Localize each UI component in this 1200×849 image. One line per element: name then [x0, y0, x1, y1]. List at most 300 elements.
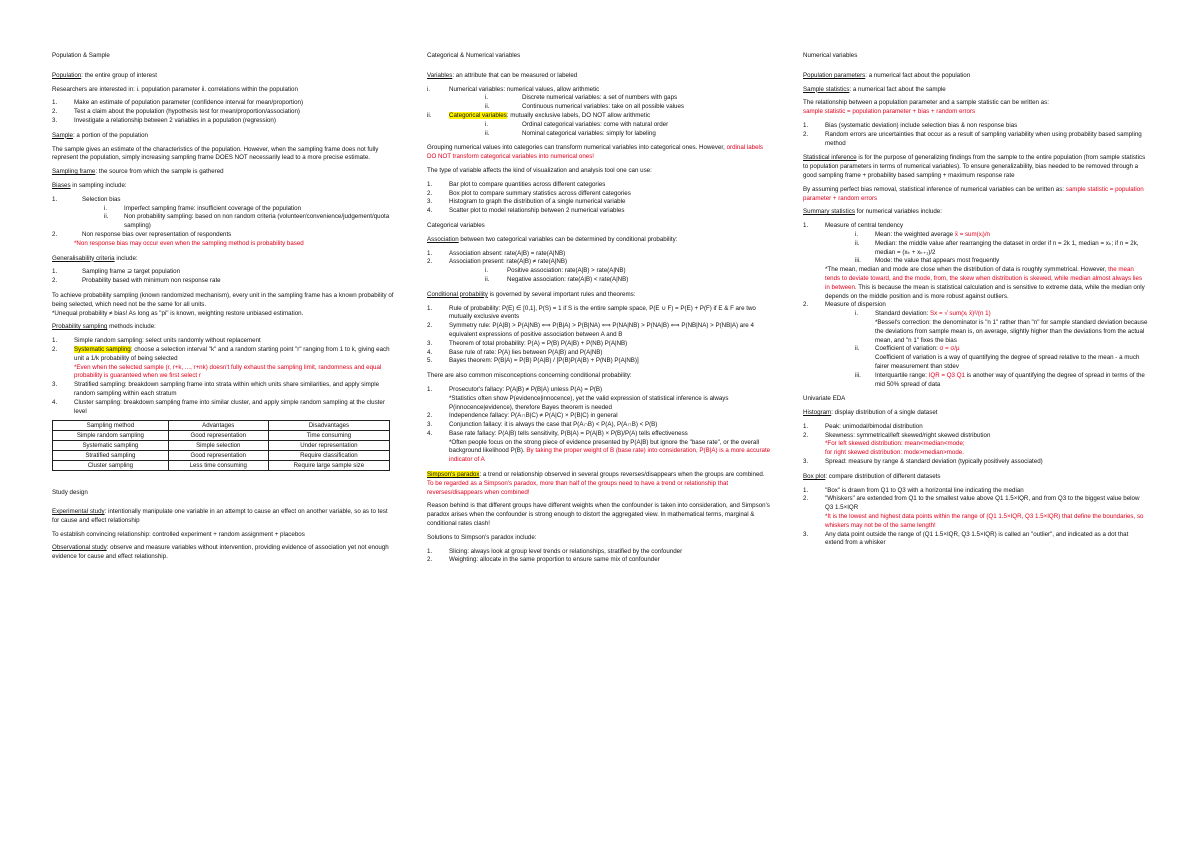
list-item [427, 181, 772, 190]
list-text: Prosecutor's fallacy: P(A|B) ≠ P(B|A) unless P(A) = P(B) [449, 385, 603, 393]
variables-def [427, 72, 772, 81]
list-text: Box plot to compare summary statistics across different categories [449, 189, 631, 197]
table-cell: Time consuming [268, 431, 389, 441]
sample-statistics-def [803, 86, 1148, 95]
sub-item [427, 276, 772, 285]
summary-list [803, 222, 1148, 389]
population-parameters-def [803, 72, 1148, 81]
table-row [53, 461, 390, 471]
list-number: 1. [427, 547, 433, 555]
sampling-methods-table [52, 420, 390, 471]
list-number: 2. [427, 556, 433, 564]
list-number: 1. [803, 422, 809, 430]
red-text: x̄ = sum(xᵢ)/n [954, 230, 990, 238]
red-text: By taking the proper weight of B (base rate) into consideration, P(B|A) is a more accurate indicator of A [449, 447, 771, 464]
red-text: sample statistic = population parameter + bias + random errors [803, 108, 976, 116]
list-text: Imperfect sampling frame: insufficient coverage of the population [124, 204, 302, 212]
table-cell: Simple random sampling [53, 431, 169, 441]
list-item [52, 117, 394, 126]
list-item [803, 495, 1148, 530]
biases-heading [52, 182, 394, 191]
list-number: ii. [855, 345, 860, 353]
list-text: Bayes theorem: P(B|A) = P(B) P(A|B) / [P(B)P(A|B) + P(NB) P(A|NB)] [449, 357, 639, 365]
definition: is governed by several important rules and theorems: [487, 290, 636, 298]
term: Histogram [803, 409, 832, 417]
experimental-def [52, 508, 394, 526]
definition: for numerical variables include: [854, 208, 942, 216]
viz-list [427, 181, 772, 216]
population-def [52, 72, 394, 81]
table-cell: Less time consuming [168, 461, 268, 471]
histogram-def [803, 409, 1148, 418]
definition: : a numerical fact about the sample [849, 85, 946, 93]
list-item [52, 196, 394, 205]
sample-def [52, 132, 394, 141]
list-text: Negative association: rate(A|B) < rate(A|NB) [507, 275, 629, 283]
red-text: for right skewed distribution: mode>median>mode. [825, 449, 964, 457]
list-text: Association present: rate(A|B) ≠ rate(A|NB) [449, 258, 568, 266]
list-number: 1. [427, 385, 433, 393]
red-text: Sx = √ sum(xᵢ x̄)²/(n 1) [930, 310, 991, 318]
list-text: "Whiskers" are extended from Q1 to the smallest value above Q1 1.5×IQR, and from Q3 to the biggest value below Q3 1.5×IQR [825, 495, 1140, 512]
list-item [52, 268, 394, 277]
table-cell: Simple selection [168, 441, 268, 451]
list-number: 2. [52, 345, 58, 353]
term: Sample [52, 131, 73, 139]
list-number: i. [485, 267, 489, 275]
sub-item [803, 231, 1148, 240]
boxplot-list [803, 487, 1148, 549]
list-text: Mean: the weighted average [875, 230, 955, 238]
list-item [427, 250, 772, 259]
list-number: ii. [104, 213, 109, 221]
list-text: Bar plot to compare quantities across different categories [449, 180, 606, 188]
list-text: Nominal categorical variables: simply for labeling [522, 129, 656, 137]
list-text: Symmetry rule: P(A|B) > P(A|NB) ⟺ P(B|A) > P(B|NA) ⟺ P(NA|NB) > P(NA|B) ⟺ P(NB|NA) > P(NB|A) are 4 equivalent expressions of positive association between A and B [449, 322, 754, 338]
note-text: *Non response bias may occur even when the sampling method is probability based [74, 239, 304, 247]
note-text: *Unequal probability ≠ bias! As long as "pi" is known, weighting restore unbiased estimation. [52, 309, 304, 317]
list-text: Simple random sampling: select units randomly without replacement [74, 337, 261, 345]
table-cell: Systematic sampling [53, 441, 169, 451]
list-number: 1. [803, 486, 809, 494]
generalisability-heading [52, 255, 394, 264]
list-number: ii. [855, 239, 860, 247]
term: Summary statistics [803, 208, 855, 216]
gen-list [52, 268, 394, 286]
section-title: Categorical & Numerical variables [427, 52, 521, 59]
note-text: *Even when the selected sample (r, r+k, ..., r+nk) doesn't fully exhaust the sampling limit, randomness and equal probability is guaranteed when we first select r [74, 363, 382, 380]
highlighted-term: Systematic sampling [74, 345, 131, 353]
note-text: *Often people focus on the strong piece of evidence presented by P(A|B) but ignore the "base rate", or the overall background likelihood P(B). [449, 438, 760, 455]
list-text: Any data point outside the range of (Q1 1.5×IQR, Q3 1.5×IQR) is called an "outlier", and indicated as a dot that extend from a whisker [825, 530, 1129, 547]
list-item [427, 349, 772, 358]
list-text: Make an estimate of population parameter (confidence interval for mean/proportion) [74, 99, 304, 107]
table-row [53, 451, 390, 461]
list-text: Base rule of rate: P(A) lies between P(A|B) and P(A|NB) [449, 348, 603, 356]
list-item [427, 86, 772, 95]
list-text: : choose a selection interval "k" and a random starting point "r" ranging from 1 to k, giving each unit a 1/k probability of being selected [74, 345, 390, 362]
list-item [803, 122, 1148, 131]
column-header: Disadvantages [268, 421, 389, 431]
term: Variables [427, 71, 453, 79]
fallacies-list [427, 386, 772, 465]
researchers-text: Researchers are interested in: i. population parameter ii. correlations within the population [52, 85, 298, 93]
list-text: Coefficient of variation: [875, 345, 940, 353]
list-number: i. [855, 230, 859, 238]
column-header: Advantages [168, 421, 268, 431]
goals-list [52, 99, 394, 125]
term: Statistical inference [803, 154, 857, 162]
list-text: Slicing: always look at group level trends or relationships, stratified by the confounder [449, 547, 683, 555]
list-text: Independence fallacy: P(A∩B|C) ≠ P(A|C) × P(B|C) in general [449, 412, 618, 420]
list-number: 1. [52, 337, 58, 345]
list-text: Interquartile range: [875, 371, 929, 379]
red-text: *For left skewed distribution: mean<median<mode; [825, 440, 965, 448]
list-item [52, 231, 394, 240]
list-item [427, 357, 772, 366]
list-text: Stratified sampling: breakdown sampling frame into strata within which units share similarities, and apply simple random sampling within each stratum [74, 381, 380, 397]
term: Probability sampling [52, 323, 108, 331]
term: Box plot [803, 472, 826, 480]
list-number: ii. [485, 129, 490, 137]
list-number: 1. [52, 99, 58, 107]
list-item [803, 458, 1148, 467]
conditional-heading [427, 291, 772, 300]
frame-def [52, 168, 394, 177]
column-header: Sampling method [53, 421, 169, 431]
table-header-row [53, 421, 390, 431]
definition: methods include: [107, 323, 156, 331]
list-item [803, 222, 1148, 231]
list-text: Mode: the value that appears most frequently [875, 257, 1000, 265]
table-cell: Good representation [168, 431, 268, 441]
definition: : a portion of the population [72, 131, 148, 139]
list-item [427, 412, 772, 421]
list-text: Probability based with minimum non response rate [82, 277, 221, 285]
red-text: sample statistic = population parameter + random errors [803, 185, 1144, 202]
list-item [52, 337, 394, 346]
term: Association [427, 235, 459, 243]
list-number: 1. [427, 304, 433, 312]
list-number: 2. [427, 258, 433, 266]
sub-item [803, 240, 1148, 258]
red-text: To be regarded as a Simpson's paradox, more than half of the groups need to have a trend or relationship that reverses/disappears when combined! [427, 479, 729, 496]
note [52, 240, 394, 249]
list-item [427, 386, 772, 412]
list-number: 1. [427, 249, 433, 257]
inference-para [803, 154, 1148, 180]
list-number: 3. [803, 458, 809, 466]
list-number: 2. [52, 230, 58, 238]
list-text: Peak: unimodal/bimodal distribution [825, 422, 923, 430]
list-item [427, 190, 772, 199]
definition: between two categorical variables can be determined by conditional probability: [458, 235, 678, 243]
list-item [803, 423, 1148, 432]
sub-item [427, 130, 772, 139]
list-number: 3. [52, 116, 58, 124]
list-item [427, 322, 772, 340]
red-text: ordinal labels DO NOT transform categorical variables into numerical ones! [427, 144, 764, 161]
list-item [52, 381, 394, 399]
establish-text: To establish convincing relationship: controlled experiment + random assignment + placebos [52, 530, 305, 538]
sub-item [803, 310, 1148, 345]
table-cell: Good representation [168, 451, 268, 461]
term: Observational study [52, 544, 107, 552]
list-text: Measure of dispersion [825, 301, 886, 309]
list-text: Theorem of total probability: P(A) = P(B) P(A|B) + P(NB) P(A|NB) [449, 339, 628, 347]
list-number: 1. [803, 121, 809, 129]
highlighted-term: Categorical variables [449, 111, 507, 119]
list-text: Continuous numerical variables: take on all possible values [522, 103, 684, 111]
sample-para: The sample gives an estimate of the characteristics of the population. However, when the sampling frame does not fully represent the population, simply increasing sampling frame DOES NOT necessarily lead to a more precise estimate. [52, 145, 379, 162]
prob-heading [52, 323, 394, 332]
note-text: *Statistics often show P(evidence|innocence), yet the valid expression of statistical inference is always P(innocence|evidence), therefore Bayes theorem is needed [449, 394, 729, 411]
definition: : observe and measure variables without intervention, providing evidence of association yet not enough evidence for cause and effect relationship. [52, 544, 389, 561]
list-number: 2. [52, 277, 58, 285]
list-item [52, 99, 394, 108]
list-number: 2. [52, 108, 58, 116]
list-number: ii. [485, 275, 490, 283]
reason-para: Reason behind is that different groups have different weights when the confounder is taken into consideration, and Simpson's paradox arises when the confounder is strong enough to distort the aggregated view. In mathematical terms, marginal & conditional rates clash! [427, 502, 770, 528]
column-variables [427, 52, 772, 565]
definition: : a numerical fact about the population [865, 71, 971, 79]
type-para: The type of variable affects the kind of visualization and analysis tool one can use: [427, 166, 652, 174]
assume-para [803, 186, 1148, 204]
list-number: iii. [855, 371, 861, 379]
list-number: ii. [427, 111, 432, 119]
note-text: *The mean, median and mode are close when the distribution of data is roughly symmetrical. However, [825, 266, 1109, 274]
note [803, 266, 1148, 301]
relationship-para [803, 99, 1148, 117]
list-item [427, 258, 772, 267]
list-item [803, 531, 1148, 549]
histogram-list [803, 423, 1148, 467]
list-item [803, 487, 1148, 496]
table-cell: Stratified sampling [53, 451, 169, 461]
definition: include: [114, 254, 138, 262]
list-number: i. [855, 310, 859, 318]
table-row [53, 431, 390, 441]
list-number: 2. [803, 301, 809, 309]
list-number: 2. [427, 189, 433, 197]
term: Population parameters [803, 71, 866, 79]
sub-item [427, 121, 772, 130]
list-item [427, 548, 772, 557]
term: Sampling frame [52, 168, 96, 176]
list-number: ii. [485, 103, 490, 111]
para-text: By assuming perfect bias removal, statistical inference of numerical variables can be written as: [803, 185, 1066, 193]
definition: is for the purpose of generalizing findings from the sample to the entire population (from sample statistics to population parameters in terms of numerical variables). To ensure generalizability, bias needed to be removed through a good sampling frame + probability based sampling + maximum response rate [803, 154, 1146, 179]
sub-item [427, 94, 772, 103]
list-text: Non probability sampling: based on non random criteria (volunteer/convenience/judgement/quota sampling) [124, 213, 390, 230]
note-text: *Bessel's correction: the denominator is "n 1" rather than "n" for sample standard deviation because the deviations from sample mean is, on average, slightly higher than the deviations from the actual mean, and "n 1" fixes the bias [875, 318, 1148, 344]
column-numerical [803, 52, 1148, 548]
list-text: Selection bias [82, 195, 121, 203]
list-number: 1. [52, 268, 58, 276]
list-number: 3. [52, 381, 58, 389]
study-design-title: Study design [52, 489, 88, 497]
list-number: 4. [427, 207, 433, 215]
list-item [427, 305, 772, 323]
highlighted-term: Simpson's paradox [427, 471, 480, 479]
para-text: The relationship between a population parameter and a sample statistic can be written as: [803, 99, 1049, 107]
list-text: Random errors are uncertainties that occur as a result of sampling variability when using probability based sampling method [825, 130, 1142, 147]
list-text: : mutually exclusive labels, DO NOT allow arithmetic [506, 111, 651, 119]
list-item [803, 131, 1148, 149]
list-text: Numerical variables: numerical values, allow arithmetic [449, 85, 600, 93]
note-text: This is because the mean is statistical calculation and is sensitive to extreme data, while the median only depends on the middle position and is more robust against outliers. [825, 283, 1145, 300]
red-text: the mean tends to deviate toward, and the mode, from, the skew when distribution is skewed, while median almost always lies in between. [825, 266, 1143, 291]
section-title: Numerical variables [803, 52, 858, 59]
list-item [52, 399, 394, 417]
term: Conditional probability [427, 290, 488, 298]
list-number: i. [427, 85, 431, 93]
table-cell: Under representation [268, 441, 389, 451]
definition: : a trend or relationship observed in several groups reverses/disappears when the groups are combined. [479, 471, 765, 479]
list-text: Sampling frame ⊇ target population [82, 268, 181, 276]
section-title: Population & Sample [52, 52, 110, 59]
column-population-sample [52, 52, 394, 567]
table-cell: Require large sample size [268, 461, 389, 471]
summary-heading [803, 208, 1148, 217]
observational-def [52, 544, 394, 562]
list-item [427, 430, 772, 465]
definition: : intentionally manipulate one variable in an attempt to cause an effect on another variable, so as to test for cause and effect relationship [52, 508, 388, 524]
achieve-para [52, 292, 394, 318]
misconceptions-text: There are also common misconceptions concerning conditional probability: [427, 372, 632, 380]
sub-item [52, 213, 394, 231]
para-text: Grouping numerical values into categories can transform numerical variables into categorical ones. However, [427, 144, 727, 152]
list-item [427, 112, 772, 121]
univariate-title: Univariate EDA [803, 395, 846, 403]
bias-errors-list [803, 122, 1148, 148]
list-text: Cluster sampling: breakdown sampling frame into similar cluster, and apply simple random sampling at the cluster level [74, 398, 385, 415]
table-cell: Cluster sampling [53, 461, 169, 471]
list-text: Median: the middle value after rearranging the dataset in order if n = 2k 1, median = xₖ; if n = 2k, median = (xₖ + xₖ₊₁)/2 [875, 239, 1139, 256]
list-item [427, 421, 772, 430]
boxplot-def [803, 473, 1148, 482]
list-number: 4. [427, 429, 433, 437]
list-number: 1. [427, 180, 433, 188]
term: Generalisability criteria [52, 254, 115, 262]
red-text: *It is the lowest and highest data points within the range of (Q1 1.5×IQR, Q3 1.5×IQR) that define the boundaries, so whiskers may not be of the same length! [825, 513, 1144, 529]
list-number: iii. [855, 257, 861, 265]
list-text: Ordinal categorical variables: come with natural order [522, 120, 669, 128]
list-text: Standard deviation: [875, 310, 931, 318]
list-text: Weighting: allocate in the same proportion to ensure same mix of confounder [449, 556, 660, 564]
list-text: Non response bias over representation of respondents [82, 230, 232, 238]
list-text: Spread: measure by range & standard deviation (typically positively associated) [825, 458, 1043, 466]
list-item [803, 432, 1148, 458]
list-number: 2. [427, 322, 433, 330]
note-text: Coefficient of variation is a way of quantifying the degree of spread relative to the mean - a much fairer measurement than stdev [875, 354, 1140, 370]
definition: : the entire group of interest [81, 71, 157, 79]
list-text: Test a claim about the population (hypothesis test for mean/proportion/association) [74, 108, 300, 116]
definition: in sampling include: [70, 181, 127, 189]
definition: : the source from which the sample is gathered [95, 168, 224, 176]
list-text: Investigate a relationship between 2 variables in a population (regression) [74, 116, 276, 124]
list-number: 4. [427, 348, 433, 356]
sub-item [427, 267, 772, 276]
list-text: Association absent: rate(A|B) = rate(A|NB) [449, 249, 566, 257]
list-number: 3. [427, 421, 433, 429]
list-text: Histogram to graph the distribution of a single numerical variable [449, 198, 626, 206]
red-text: IQR = Q3 Q1 [928, 371, 965, 379]
list-number: 5. [427, 357, 433, 365]
list-item [803, 301, 1148, 310]
list-number: i. [485, 94, 489, 102]
list-number: 2. [427, 412, 433, 420]
sub-item [803, 372, 1148, 390]
list-number: 3. [427, 198, 433, 206]
assoc-list [427, 250, 772, 285]
list-number: 1. [803, 222, 809, 230]
para-text: To achieve probability sampling (known randomized mechanism), every unit in the sampling frame has a known probability of being selected, which need not be the same for all units. [52, 291, 394, 308]
sub-item [803, 257, 1148, 266]
list-text: Rule of probability: P(E) ∈ [0,1], P(S) = 1 if S is the entire sample space, P(E ∪ F) = P(E) + P(F) if E & F are two mutually exclusive events [449, 304, 756, 321]
list-item [427, 340, 772, 349]
sub-item [52, 205, 394, 214]
list-item [427, 207, 772, 216]
list-text: Measure of central tendency [825, 222, 904, 230]
sub-item [427, 103, 772, 112]
list-number: i. [485, 120, 489, 128]
rules-list [427, 305, 772, 367]
table-cell: Require classification [268, 451, 389, 461]
list-item [52, 346, 394, 381]
methods-list [52, 337, 394, 416]
list-text: "Box" is drawn from Q1 to Q3 with a horizontal line indicating the median [825, 486, 1024, 494]
biases-list [52, 196, 394, 249]
list-number: 1. [52, 195, 58, 203]
list-number: 2. [803, 495, 809, 503]
solutions-title: Solutions to Simpson's paradox include: [427, 533, 537, 541]
list-text: Skewness: symmetrical/left skewed/right skewed distribution [825, 431, 991, 439]
list-number: 2. [803, 431, 809, 439]
red-text: σ = σ/μ [939, 345, 960, 353]
list-text: Discrete numerical variables: a set of numbers with gaps [522, 94, 678, 102]
list-number: 3. [427, 339, 433, 347]
list-item [427, 198, 772, 207]
simpson-def [427, 471, 772, 497]
list-text: Bias (systematic deviation) include selection bias & non response bias [825, 121, 1018, 129]
list-item [52, 108, 394, 117]
definition: : compare distribution of different datasets [825, 472, 941, 480]
list-item [52, 277, 394, 286]
list-number: 2. [803, 130, 809, 138]
list-text: Base rate fallacy: P(A|B) tells sensitivity, P(B|A) = P(A|B) × P(B)/P(A) tells effectiveness [449, 429, 688, 437]
grouping-para [427, 144, 772, 162]
sub-item [803, 345, 1148, 371]
list-text: Positive association: rate(A|B) > rate(A|NB) [507, 267, 626, 275]
list-text: Conjunction fallacy: it is always the case that P(A∩B) < P(A), P(A∩B) < P(B) [449, 421, 658, 429]
association-heading [427, 236, 772, 245]
definition: : an attribute that can be measured or labeled [452, 71, 578, 79]
term: Experimental study [52, 508, 105, 516]
term: Population [52, 71, 82, 79]
list-number: 4. [52, 398, 58, 406]
solutions-list [427, 548, 772, 566]
list-number: 3. [803, 530, 809, 538]
table-row [53, 441, 390, 451]
variables-list [427, 86, 772, 139]
note-text: is another way of quantifying the degree of spread in terms of the mid 50% spread of data [875, 371, 1145, 388]
term: Biases [52, 181, 71, 189]
list-text: Scatter plot to model relationship between 2 numerical variables [449, 207, 625, 215]
definition: : display distribution of a single dataset [831, 409, 938, 417]
term: Sample statistics [803, 85, 850, 93]
list-number: i. [104, 204, 108, 212]
